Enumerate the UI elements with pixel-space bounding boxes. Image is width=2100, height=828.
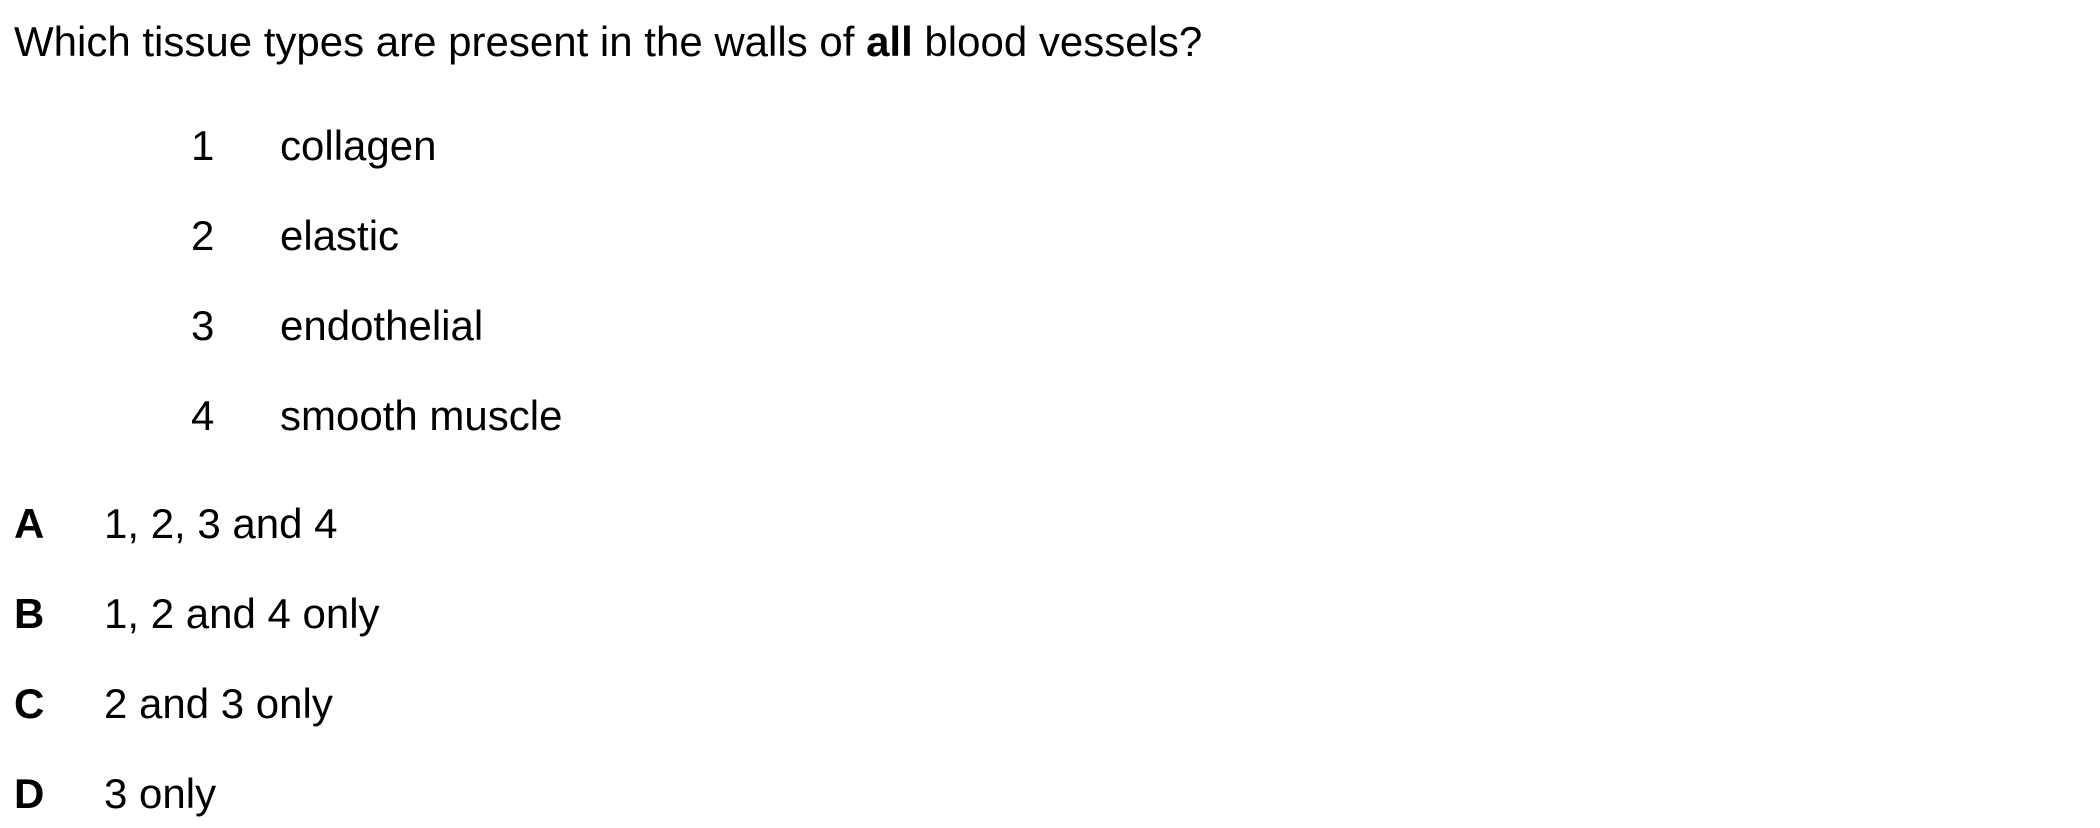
statement-number: 1: [191, 122, 215, 169]
option-text: 2 and 3 only: [104, 680, 333, 727]
option-text: 1, 2 and 4 only: [104, 590, 380, 637]
question-text-before: Which tissue types are present in the walls of: [14, 18, 867, 65]
option-letter: B: [14, 590, 45, 637]
option-letter: D: [14, 770, 45, 817]
option-letter: C: [14, 680, 45, 727]
statement-text: elastic: [280, 212, 400, 259]
statement-number: 3: [191, 302, 215, 349]
statement-text: smooth muscle: [280, 392, 563, 439]
question-emphasis: all: [866, 18, 913, 65]
option-text: 1, 2, 3 and 4: [104, 500, 338, 547]
question-stem: [14, 14, 1202, 70]
option-letter: A: [14, 500, 45, 547]
statement-number: 2: [191, 212, 215, 259]
option-text: 3 only: [104, 770, 217, 817]
statement-text: endothelial: [280, 302, 484, 349]
statement-number: 4: [191, 392, 215, 439]
statement-text: collagen: [280, 122, 437, 169]
question-text-after: blood vessels?: [912, 18, 1203, 65]
